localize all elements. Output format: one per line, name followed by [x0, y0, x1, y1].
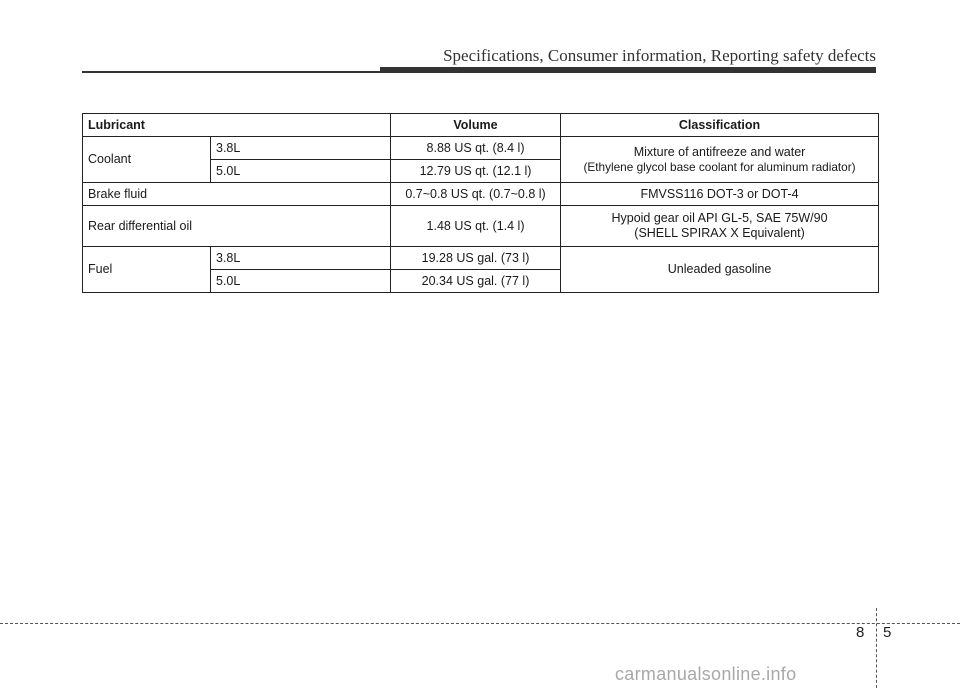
header-lubricant: Lubricant [83, 114, 391, 137]
fuel-classification: Unleaded gasoline [561, 247, 879, 293]
watermark: carmanualsonline.info [615, 664, 797, 684]
brake-fluid-classification: FMVSS116 DOT-3 or DOT-4 [561, 183, 879, 206]
page-header-title: Specifications, Consumer information, Reporting safety defects [443, 46, 876, 65]
header-volume: Volume [391, 114, 561, 137]
footer-dashed-divider [876, 608, 877, 688]
fuel-volume-1: 19.28 US gal. (73 l) [391, 247, 561, 270]
footer-dashed-rule [0, 623, 960, 624]
coolant-label: Coolant [83, 137, 211, 183]
table-row [83, 206, 879, 247]
coolant-volume-1: 8.88 US qt. (8.4 l) [391, 137, 561, 160]
table-row [83, 137, 879, 160]
table-row [83, 183, 879, 206]
brake-fluid-volume: 0.7~0.8 US qt. (0.7~0.8 l) [391, 183, 561, 206]
coolant-classification-line1: Mixture of antifreeze and water [633, 144, 806, 159]
coolant-engine-2: 5.0L [211, 160, 391, 183]
brake-fluid-label: Brake fluid [83, 183, 391, 206]
header-classification: Classification [561, 114, 879, 137]
fuel-volume-2: 20.34 US gal. (77 l) [391, 270, 561, 293]
coolant-classification [561, 137, 879, 183]
chapter-number: 8 [856, 624, 865, 641]
rear-diff-volume: 1.48 US qt. (1.4 l) [391, 206, 561, 247]
fuel-label: Fuel [83, 247, 211, 293]
rear-diff-classification-line1: Hypoid gear oil API GL-5, SAE 75W/90 [611, 211, 828, 225]
rear-diff-label: Rear differential oil [83, 206, 391, 247]
table-row [83, 247, 879, 270]
header-rule-thin [82, 71, 382, 73]
header-rule-thick [380, 67, 876, 73]
rear-diff-classification [561, 206, 879, 247]
table-header-row [83, 114, 879, 137]
lubricant-spec-table [82, 113, 879, 293]
coolant-volume-2: 12.79 US qt. (12.1 l) [391, 160, 561, 183]
coolant-classification-line2: (Ethylene glycol base coolant for aluminum radiator) [583, 159, 856, 174]
page-number: 5 [883, 624, 892, 641]
coolant-engine-1: 3.8L [211, 137, 391, 160]
fuel-engine-1: 3.8L [211, 247, 391, 270]
fuel-engine-2: 5.0L [211, 270, 391, 293]
rear-diff-classification-line2: (SHELL SPIRAX X Equivalent) [634, 226, 805, 240]
